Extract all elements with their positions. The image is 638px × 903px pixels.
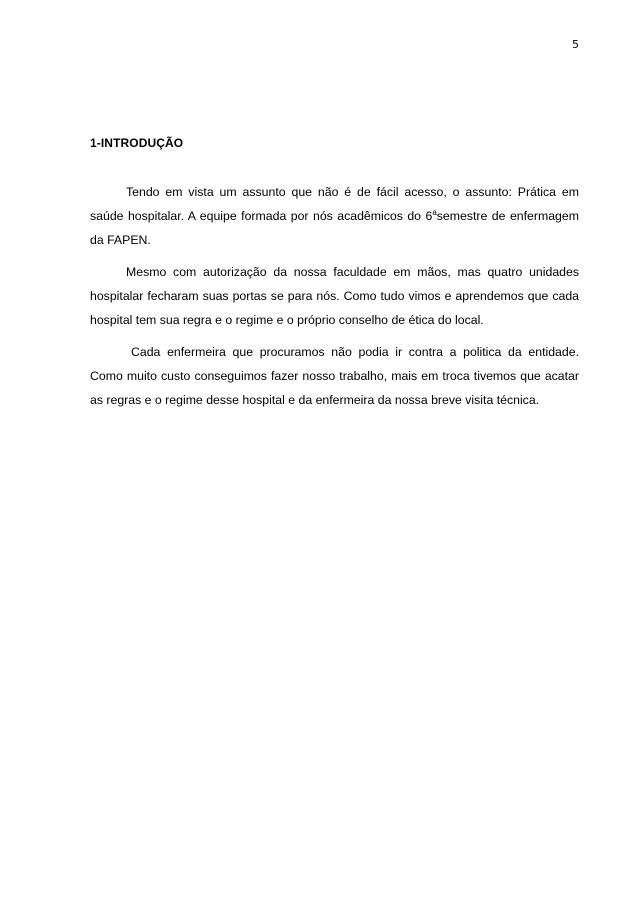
page-number: 5	[572, 38, 579, 51]
paragraph-3: Cada enfermeira que procuramos não podia ir contra a politica da entidade. Como muito custo conseguimos fazer nosso trabalho, mais em troca tivemos que acatar as regras e o regime desse hospital e da enfermeira da nossa breve visita técnica.	[90, 345, 579, 407]
paragraph-1-text: Tendo em vista um assunto que não é de fácil acesso, o assunto: Prática em saúde hospitalar. A equipe formada por nós acadêmicos do 6	[90, 185, 579, 223]
body-text	[90, 180, 579, 420]
paragraph-1	[90, 180, 579, 252]
ordinal-indicator: a	[432, 207, 437, 217]
section-heading: 1-INTRODUÇÃO	[90, 136, 184, 150]
paragraph-2: Mesmo com autorização da nossa faculdade em mãos, mas quatro unidades hospitalar fecharam suas portas se para nós. Como tudo vimos e aprendemos que cada hospital tem sua regra e o regime e o próprio conselho de ética do local.	[90, 265, 579, 327]
paragraph-1-text-end: semestre de enfermagem da FAPEN.	[90, 209, 579, 247]
